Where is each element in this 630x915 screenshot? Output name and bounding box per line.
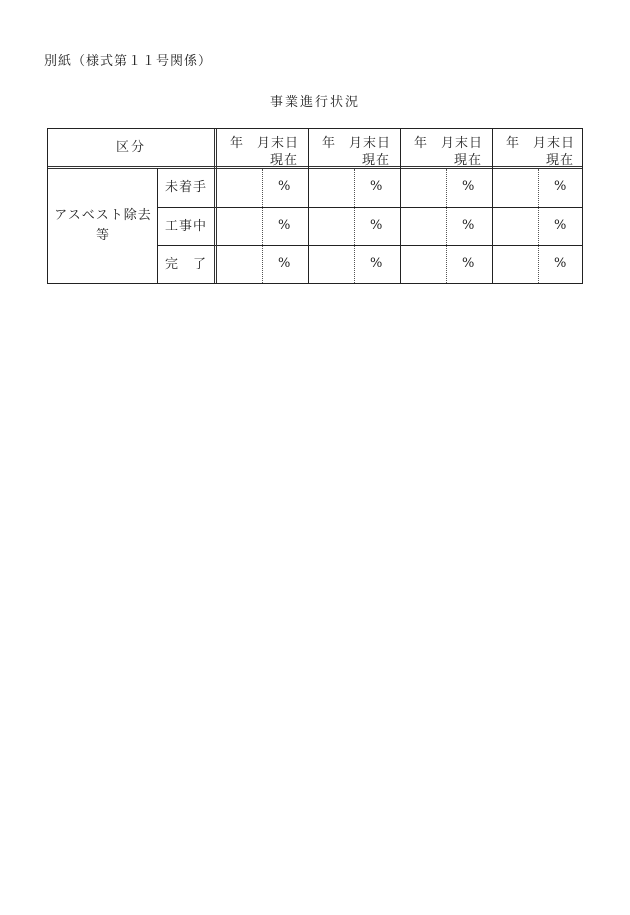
row-divider — [157, 245, 582, 246]
percent-unit: % — [462, 179, 475, 194]
percent-unit: % — [278, 218, 291, 233]
row-group-label: アスベスト除去等 — [54, 208, 152, 243]
percent-unit: % — [554, 179, 567, 194]
row-label-completed: 完 了 — [164, 256, 207, 272]
row-divider — [157, 207, 582, 208]
percent-unit: % — [554, 218, 567, 233]
period-divider — [400, 129, 401, 283]
percent-unit: % — [462, 218, 475, 233]
progress-table — [47, 128, 583, 284]
period-divider — [492, 129, 493, 283]
row-label-in-progress: 工事中 — [164, 218, 207, 234]
period-as-of: 現在 — [362, 153, 391, 168]
category-header: 区分 — [115, 139, 146, 155]
dotted-divider — [538, 169, 539, 283]
period-month-end-day: 月末日 — [441, 136, 484, 151]
dotted-divider — [354, 169, 355, 283]
percent-unit: % — [462, 256, 475, 271]
period-year: 年 — [230, 136, 244, 151]
percent-unit: % — [278, 256, 291, 271]
period-year: 年 — [322, 136, 336, 151]
document-title: 事業進行状況 — [269, 95, 360, 110]
period-year: 年 — [414, 136, 428, 151]
period-month-end-day: 月末日 — [349, 136, 392, 151]
percent-unit: % — [554, 256, 567, 271]
period-year: 年 — [506, 136, 520, 151]
period-divider — [308, 129, 309, 283]
period-month-end-day: 月末日 — [533, 136, 576, 151]
category-period-divider — [214, 129, 217, 283]
period-as-of: 現在 — [270, 153, 299, 168]
percent-unit: % — [370, 218, 383, 233]
dotted-divider — [446, 169, 447, 283]
period-as-of: 現在 — [546, 153, 575, 168]
period-as-of: 現在 — [454, 153, 483, 168]
appendix-label: 別紙（様式第１１号関係） — [44, 54, 213, 69]
period-month-end-day: 月末日 — [257, 136, 300, 151]
dotted-divider — [262, 169, 263, 283]
percent-unit: % — [370, 256, 383, 271]
percent-unit: % — [370, 179, 383, 194]
percent-unit: % — [278, 179, 291, 194]
row-label-not-started: 未着手 — [164, 180, 207, 195]
